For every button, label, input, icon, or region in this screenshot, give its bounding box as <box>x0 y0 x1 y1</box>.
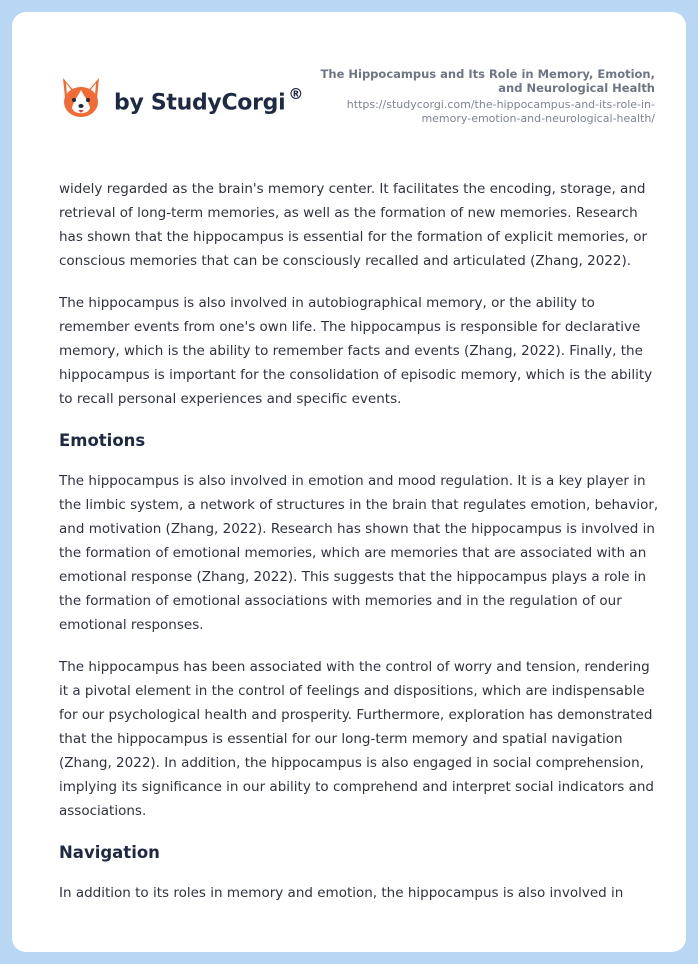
registered-mark: ® <box>288 84 304 103</box>
document-info <box>315 67 655 125</box>
document-title: The Hippocampus and Its Role in Memory, Emotion, and Neurological Health <box>320 67 655 95</box>
paragraph: widely regarded as the brain's memory center. It facilitates the encoding, storage, and retrieval of long-term memories, as well as the formation of new memories. Research has shown that the hippocampus is essential for the formation of explicit memories, or conscious memories that can be consciously recalled and articulated (Zhang, 2022). <box>59 181 648 269</box>
article-body <box>59 177 659 923</box>
paragraph: The hippocampus is also involved in emotion and mood regulation. It is a key player in the limbic system, a network of structures in the brain that regulates emotion, behavior, and motivation (Zhang, 2022). Research has shown that the hippocampus is involved in the formation of emotional memories, which are memories that are associated with an emotional response (Zhang, 2022). This suggests that the hippocampus plays a role in the formation of emotional associations with memories and in the regulation of our emotional responses. <box>59 473 659 633</box>
document-url[interactable]: https://studycorgi.com/the-hippocampus-and-its-role-in-memory-emotion-and-neurological-health/ <box>346 98 655 125</box>
document-page <box>12 12 686 952</box>
paragraph: In addition to its roles in memory and emotion, the hippocampus is also involved in <box>59 885 624 901</box>
paragraph: The hippocampus is also involved in autobiographical memory, or the ability to remember events from one's own life. The hippocampus is responsible for declarative memory, which is the ability to remember facts and events (Zhang, 2022). Finally, the hippocampus is important for the consolidation of episodic memory, which is the ability to recall personal experiences and specific events. <box>59 295 653 407</box>
header <box>12 12 686 162</box>
paragraph: The hippocampus has been associated with the control of worry and tension, rendering it a pivotal element in the control of feelings and dispositions, which are indispensable for our psychological health and prosperity. Furthermore, exploration has demonstrated that the hippocampus is essential for our long-term memory and spatial navigation (Zhang, 2022). In addition, the hippocampus is also engaged in social comprehension, implying its significance in our ability to comprehend and interpret social indicators and associations. <box>59 659 654 819</box>
studycorgi-logo[interactable] <box>60 76 303 120</box>
corgi-icon <box>60 76 102 120</box>
brand-name: by StudyCorgi ® <box>114 84 304 116</box>
heading-emotions: Emotions <box>59 431 146 450</box>
heading-navigation: Navigation <box>59 843 160 862</box>
